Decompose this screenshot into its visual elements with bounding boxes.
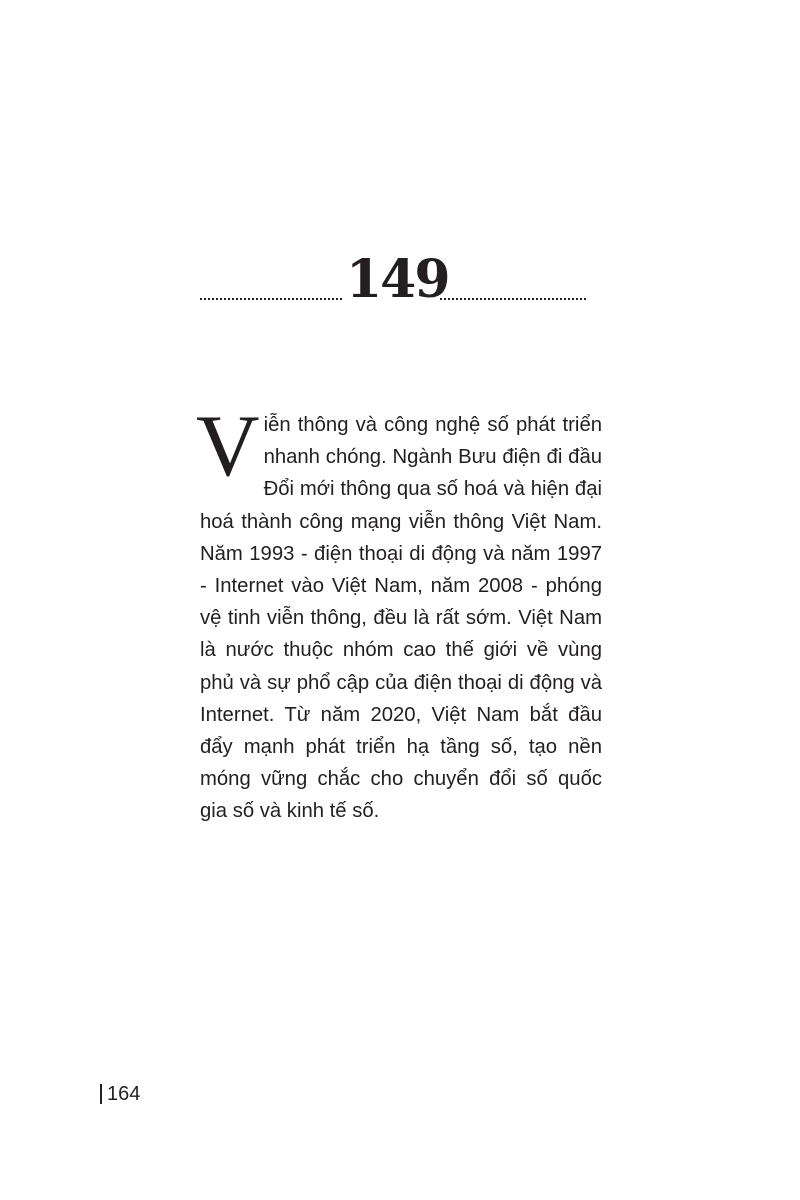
page-number: 164 (107, 1083, 141, 1105)
folio-bar (100, 1084, 102, 1104)
entry-number: 149 (346, 249, 449, 310)
dotted-rule-left (200, 298, 342, 300)
dotted-rule-right (440, 298, 586, 300)
body-paragraph (196, 398, 602, 828)
entry-heading (200, 249, 588, 310)
body-text: iễn thông và công nghệ số phát triển nhanh chóng. Ngành Bưu điện đi đầu Đổi mới thông qua số hoá và hiện đại hoá thành công mạng viễn thông Việt Nam. Năm 1993 - điện thoại di động và năm 1997 - Internet vào Việt Nam, năm 2008 - phóng vệ tinh viễn thông, đều là rất sớm. Việt Nam là nước thuộc nhóm cao thế giới về vùng phủ và sự phổ cập của điện thoại di động và Internet. Từ năm 2020, Việt Nam bắt đầu đẩy mạnh phát triển hạ tầng số, tạo nền móng vững chắc cho chuyển đổi số quốc gia số và kinh tế số. (200, 414, 602, 823)
drop-cap: V (196, 398, 260, 495)
